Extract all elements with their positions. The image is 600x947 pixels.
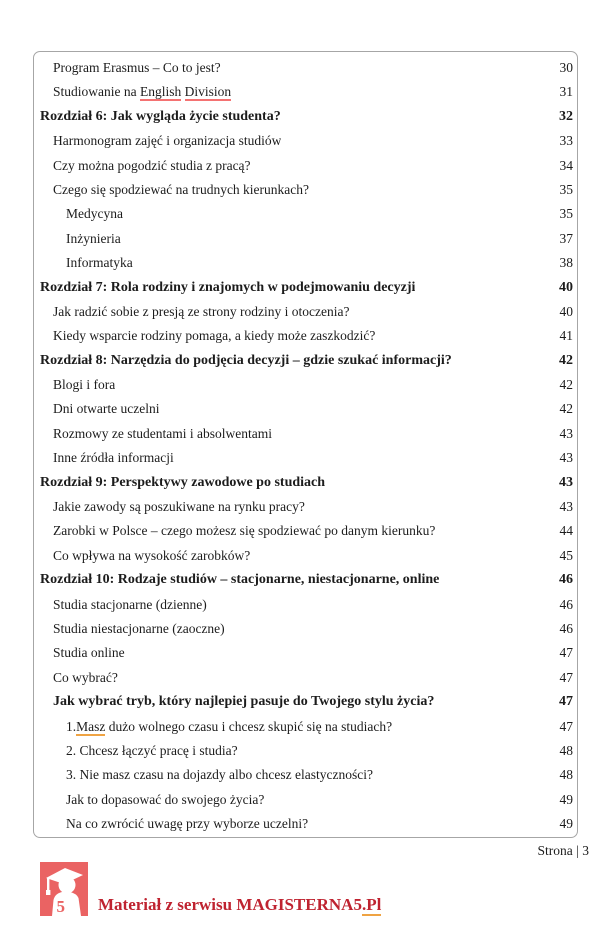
text-segment: 3. Nie masz czasu na dojazdy albo chcesz elastyczności? [66, 767, 373, 783]
graduate-cap-logo-icon [40, 862, 88, 916]
toc-entry-title [34, 641, 125, 665]
toc-entry-title [34, 812, 308, 836]
toc-entry-page-number: 46 [559, 620, 573, 636]
toc-row [34, 251, 577, 275]
toc-row [34, 276, 577, 300]
toc-entry-title [34, 349, 452, 373]
toc-entry-title [34, 446, 174, 470]
toc-row [34, 154, 577, 178]
toc-entry-page-number: 38 [559, 255, 573, 271]
toc-entry-title [34, 300, 350, 324]
text-segment: Rozdział 9: Perspektywy zawodowe po studiach [40, 474, 326, 490]
page-number-footer: Strona | 3 [537, 843, 589, 858]
toc-entry-page-number: 35 [559, 181, 573, 197]
text-segment: Medycyna [66, 206, 123, 222]
toc-entry-page-number: 42 [559, 401, 573, 417]
text-segment: dużo wolnego czasu i chcesz skupić się na studiach? [105, 718, 393, 734]
toc-entry-title [34, 739, 238, 763]
text-segment: Studia niestacjonarne (zaoczne) [53, 620, 225, 636]
toc-row [34, 788, 577, 812]
toc-row [34, 227, 577, 251]
toc-row [34, 202, 577, 226]
toc-entry-title [34, 251, 133, 275]
toc-row [34, 56, 577, 80]
text-segment: Rozdział 8: Narzędzia do podjęcia decyzji – gdzie szukać informacji? [40, 352, 452, 368]
toc-row [34, 690, 577, 714]
toc-entry-title [34, 373, 115, 397]
toc-row [34, 593, 577, 617]
text-segment: 2. Chcesz łączyć pracę i studia? [66, 742, 238, 758]
toc-entry-title [34, 422, 272, 446]
spellcheck-underlined-word: English [140, 84, 182, 100]
text-segment: Blogi i fora [53, 377, 116, 393]
toc-entry-page-number: 46 [559, 596, 573, 612]
text-segment: Inne źródła informacji [53, 450, 174, 466]
text-segment: Kiedy wsparcie rodziny pomaga, a kiedy może zaszkodzić? [53, 328, 376, 344]
toc-entry-title [34, 690, 434, 714]
toc-entry-page-number: 31 [559, 84, 573, 100]
toc-row [34, 812, 577, 836]
toc-row [34, 568, 577, 592]
text-segment: Rozdział 10: Rodzaje studiów – stacjonarne, niestacjonarne, online [40, 572, 440, 588]
text-segment: Dni otwarte uczelni [53, 401, 160, 417]
spellcheck-underlined-word: Division [184, 84, 232, 100]
toc-entry-page-number: 48 [559, 767, 573, 783]
toc-entry-page-number: 44 [559, 523, 573, 539]
text-segment: Rozmowy ze studentami i absolwentami [53, 425, 272, 441]
toc-entry-page-number: 43 [559, 474, 573, 490]
toc-entry-page-number: 30 [559, 60, 573, 75]
toc-entry-page-number: 43 [559, 425, 573, 441]
svg-text:5: 5 [56, 897, 65, 916]
toc-row [34, 300, 577, 324]
toc-entry-page-number: 42 [559, 377, 573, 393]
text-segment: Inżynieria [66, 230, 121, 246]
toc-entry-page-number: 35 [559, 206, 573, 222]
toc-row [34, 80, 577, 104]
text-segment: Harmonogram zajęć i organizacja studiów [53, 133, 282, 149]
toc-entry-title [34, 568, 439, 592]
toc-entry-page-number: 47 [559, 694, 573, 710]
text-segment: Materiał z serwisu MAGISTERNA5 [98, 895, 362, 914]
toc-entry-title [34, 471, 325, 495]
text-segment: Czego się spodziewać na trudnych kierunkach? [53, 181, 310, 197]
toc-entry-page-number: 46 [559, 572, 573, 588]
toc-entry-page-number: 47 [559, 718, 573, 734]
toc-entry-title [34, 617, 225, 641]
toc-entry-title [34, 276, 415, 300]
toc-row [34, 422, 577, 446]
toc-entry-title [34, 202, 123, 226]
text-segment: Na co zwrócić uwagę przy wyborze uczelni? [66, 816, 309, 832]
toc-row [34, 739, 577, 763]
toc-entry-page-number: 37 [559, 230, 573, 246]
grammar-underlined-word: Masz [76, 718, 106, 734]
text-segment: 1. [66, 718, 77, 734]
toc-entry-page-number: 48 [559, 742, 573, 758]
toc-entry-page-number: 45 [559, 547, 573, 563]
toc-row [34, 178, 577, 202]
text-segment: Zarobki w Polsce – czego możesz się spodziewać po danym kierunku? [53, 523, 436, 539]
toc-entry-title [34, 129, 281, 153]
toc-row [34, 446, 577, 470]
toc-row [34, 397, 577, 421]
toc-entry-page-number: 33 [559, 133, 573, 149]
toc-entry-page-number: 43 [559, 499, 573, 515]
toc-entry-title [34, 154, 251, 178]
toc-entry-title [34, 178, 309, 202]
toc-entry-title [34, 397, 159, 421]
toc-row [34, 129, 577, 153]
toc-entry-page-number: 47 [559, 669, 573, 685]
text-segment: Jak wybrać tryb, który najlepiej pasuje do Twojego stylu życia? [53, 694, 435, 710]
brand-footer [40, 862, 381, 916]
toc-row [34, 471, 577, 495]
toc-entry-page-number: 49 [559, 816, 573, 832]
toc-entry-title [34, 763, 373, 787]
toc-row [34, 641, 577, 665]
toc-entry-page-number: 32 [559, 108, 573, 124]
toc-entry-page-number: 40 [559, 279, 573, 295]
toc-entry-page-number: 42 [559, 352, 573, 368]
toc-entry-title [34, 593, 207, 617]
toc-entry-page-number: 47 [559, 645, 573, 661]
toc-row [34, 373, 577, 397]
toc-row [34, 715, 577, 739]
text-segment: Jakie zawody są poszukiwane na rynku pracy? [53, 499, 305, 515]
text-segment: Studiowanie na [53, 84, 140, 100]
text-segment: Program Erasmus – Co to jest? [53, 60, 221, 75]
text-segment: Jak to dopasować do swojego życia? [66, 791, 265, 807]
toc-entry-page-number: 40 [559, 303, 573, 319]
text-segment: Rozdział 7: Rola rodziny i znajomych w podejmowaniu decyzji [40, 279, 416, 295]
toc-entry-title [34, 715, 392, 739]
toc-entry-title [34, 80, 231, 104]
text-segment: Co wybrać? [53, 669, 118, 685]
text-segment: Studia stacjonarne (dzienne) [53, 596, 207, 612]
toc-entry-title [34, 56, 221, 80]
toc-row [34, 324, 577, 348]
toc-row [34, 519, 577, 543]
toc-row [34, 105, 577, 129]
grammar-underlined-word: .Pl [361, 895, 382, 914]
text-segment: Jak radzić sobie z presją ze strony rodziny i otoczenia? [53, 303, 350, 319]
toc-row [34, 763, 577, 787]
toc-entry-title [34, 105, 281, 129]
text-segment: Co wpływa na wysokość zarobków? [53, 547, 251, 563]
toc-entry-title [34, 544, 250, 568]
toc-row [34, 495, 577, 519]
toc-row [34, 544, 577, 568]
toc-entry-page-number: 34 [559, 157, 573, 173]
brand-text [98, 895, 381, 915]
toc-row [34, 666, 577, 690]
toc-entry-title [34, 666, 118, 690]
text-segment: Informatyka [66, 255, 133, 271]
table-of-contents-box [33, 51, 578, 838]
toc-row [34, 349, 577, 373]
toc-entry-page-number: 49 [559, 791, 573, 807]
toc-entry-title [34, 788, 264, 812]
toc-row [34, 617, 577, 641]
toc-entry-title [34, 495, 305, 519]
toc-entry-title [34, 324, 375, 348]
toc-entry-title [34, 519, 435, 543]
text-segment: Rozdział 6: Jak wygląda życie studenta? [40, 108, 281, 124]
toc-entry-page-number: 43 [559, 450, 573, 466]
toc-entry-title [34, 227, 121, 251]
toc-entry-page-number: 41 [559, 328, 573, 344]
text-segment: Czy można pogodzić studia z pracą? [53, 157, 251, 173]
text-segment: Studia online [53, 645, 125, 661]
